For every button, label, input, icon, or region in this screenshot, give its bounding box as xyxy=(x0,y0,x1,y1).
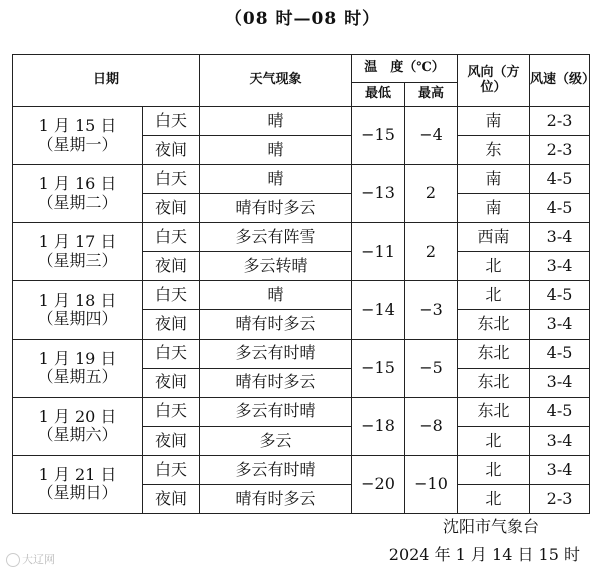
weather-cell: 多云 xyxy=(200,426,352,455)
header-temp-min: 最低 xyxy=(352,83,405,107)
watermark-logo xyxy=(6,551,55,567)
date-text: 1 月 20 日 xyxy=(38,406,117,426)
temp-max-cell: −8 xyxy=(405,397,458,455)
period-label: 白天 xyxy=(143,165,200,194)
header-temp-max: 最高 xyxy=(405,83,458,107)
wind-speed-cell: 3-4 xyxy=(530,252,590,281)
temp-min-cell: −18 xyxy=(352,397,405,455)
forecast-row-day xyxy=(13,223,590,252)
date-cell xyxy=(13,455,143,513)
period-label: 夜间 xyxy=(143,252,200,281)
temp-min-cell: −20 xyxy=(352,455,405,513)
wind-direction-cell: 南 xyxy=(458,165,530,194)
temp-min-cell: −13 xyxy=(352,165,405,223)
wind-speed-cell: 2-3 xyxy=(530,484,590,513)
forecast-period-title: （08 时—08 时） xyxy=(224,9,381,29)
wind-direction-cell: 北 xyxy=(458,252,530,281)
date-cell xyxy=(13,339,143,397)
date-text: 1 月 21 日 xyxy=(38,464,117,484)
weekday-text: （星期六） xyxy=(37,425,118,445)
wind-direction-cell: 东北 xyxy=(458,339,530,368)
wind-direction-cell: 西南 xyxy=(458,223,530,252)
date-cell xyxy=(13,397,143,455)
wind-speed-cell: 3-4 xyxy=(530,310,590,339)
weather-cell: 晴 xyxy=(200,107,352,136)
date-cell xyxy=(13,223,143,281)
forecast-row-day xyxy=(13,107,590,136)
wind-speed-cell: 4-5 xyxy=(530,165,590,194)
period-label: 白天 xyxy=(143,281,200,310)
wind-speed-cell: 4-5 xyxy=(530,397,590,426)
wind-speed-cell: 3-4 xyxy=(530,455,590,484)
period-label: 夜间 xyxy=(143,194,200,223)
watermark-icon xyxy=(6,553,20,567)
date-text: 1 月 16 日 xyxy=(38,174,117,194)
weekday-text: （星期五） xyxy=(37,367,118,387)
date-cell xyxy=(13,107,143,165)
temp-max-cell: −5 xyxy=(405,339,458,397)
weather-cell: 晴 xyxy=(200,281,352,310)
forecast-row-day xyxy=(13,397,590,426)
temp-max-cell: 2 xyxy=(405,165,458,223)
period-label: 白天 xyxy=(143,455,200,484)
wind-speed-cell: 2-3 xyxy=(530,107,590,136)
weekday-text: （星期日） xyxy=(37,483,118,503)
issuer-name: 沈阳市气象台 xyxy=(442,517,539,536)
date-text: 1 月 15 日 xyxy=(38,116,117,136)
date-text: 1 月 18 日 xyxy=(38,290,117,310)
weekday-text: （星期四） xyxy=(37,308,118,328)
wind-direction-cell: 北 xyxy=(458,281,530,310)
weather-cell: 晴有时多云 xyxy=(200,310,352,339)
temp-min-cell: −15 xyxy=(352,339,405,397)
wind-direction-cell: 东北 xyxy=(458,397,530,426)
weather-cell: 晴有时多云 xyxy=(200,368,352,397)
weekday-text: （星期三） xyxy=(37,250,118,270)
temp-min-cell: −11 xyxy=(352,223,405,281)
period-label: 夜间 xyxy=(143,426,200,455)
forecast-table xyxy=(12,54,596,514)
wind-speed-cell: 3-4 xyxy=(530,368,590,397)
wind-direction-cell: 东 xyxy=(458,136,530,165)
date-cell xyxy=(13,281,143,339)
temp-min-cell: −14 xyxy=(352,281,405,339)
wind-direction-cell: 北 xyxy=(458,484,530,513)
weather-cell: 多云有阵雪 xyxy=(200,223,352,252)
wind-direction-cell: 东北 xyxy=(458,368,530,397)
wind-direction-cell: 东北 xyxy=(458,310,530,339)
wind-direction-cell: 南 xyxy=(458,107,530,136)
period-label: 夜间 xyxy=(143,136,200,165)
wind-speed-cell: 4-5 xyxy=(530,194,590,223)
weather-cell: 晴 xyxy=(200,165,352,194)
header-temperature: 温 度（℃） xyxy=(352,55,458,83)
period-label: 夜间 xyxy=(143,368,200,397)
forecast-row-day xyxy=(13,339,590,368)
weather-cell: 多云转晴 xyxy=(200,252,352,281)
period-label: 夜间 xyxy=(143,310,200,339)
forecast-row-day xyxy=(13,455,590,484)
header-date: 日期 xyxy=(13,55,200,107)
wind-speed-cell: 4-5 xyxy=(530,339,590,368)
header-weather: 天气现象 xyxy=(200,55,352,107)
watermark-text: 大辽网 xyxy=(22,553,55,566)
temp-max-cell: −10 xyxy=(405,455,458,513)
issue-time: 2024 年 1 月 14 日 15 时 xyxy=(388,545,580,564)
temp-max-cell: −3 xyxy=(405,281,458,339)
date-text: 1 月 17 日 xyxy=(38,232,117,252)
header-wind-speed: 风速（级） xyxy=(530,55,590,107)
temp-min-cell: −15 xyxy=(352,107,405,165)
wind-direction-cell: 北 xyxy=(458,426,530,455)
period-label: 白天 xyxy=(143,339,200,368)
wind-speed-cell: 4-5 xyxy=(530,281,590,310)
wind-direction-cell: 北 xyxy=(458,455,530,484)
weather-cell: 晴有时多云 xyxy=(200,484,352,513)
forecast-body xyxy=(13,107,590,514)
wind-speed-cell: 2-3 xyxy=(530,136,590,165)
weekday-text: （星期二） xyxy=(37,192,118,212)
temp-max-cell: −4 xyxy=(405,107,458,165)
wind-speed-cell: 3-4 xyxy=(530,223,590,252)
forecast-row-day xyxy=(13,165,590,194)
temp-max-cell: 2 xyxy=(405,223,458,281)
header-wind-direction: 风向（方位） xyxy=(458,55,530,107)
weather-cell: 多云有时晴 xyxy=(200,339,352,368)
wind-speed-cell: 3-4 xyxy=(530,426,590,455)
period-label: 夜间 xyxy=(143,484,200,513)
weekday-text: （星期一） xyxy=(37,134,118,154)
wind-direction-cell: 南 xyxy=(458,194,530,223)
date-text: 1 月 19 日 xyxy=(38,348,117,368)
date-cell xyxy=(13,165,143,223)
weather-cell: 多云有时晴 xyxy=(200,397,352,426)
period-label: 白天 xyxy=(143,397,200,426)
weather-cell: 晴有时多云 xyxy=(200,194,352,223)
weather-cell: 多云有时晴 xyxy=(200,455,352,484)
forecast-row-day xyxy=(13,281,590,310)
period-label: 白天 xyxy=(143,107,200,136)
period-label: 白天 xyxy=(143,223,200,252)
weather-cell: 晴 xyxy=(200,136,352,165)
